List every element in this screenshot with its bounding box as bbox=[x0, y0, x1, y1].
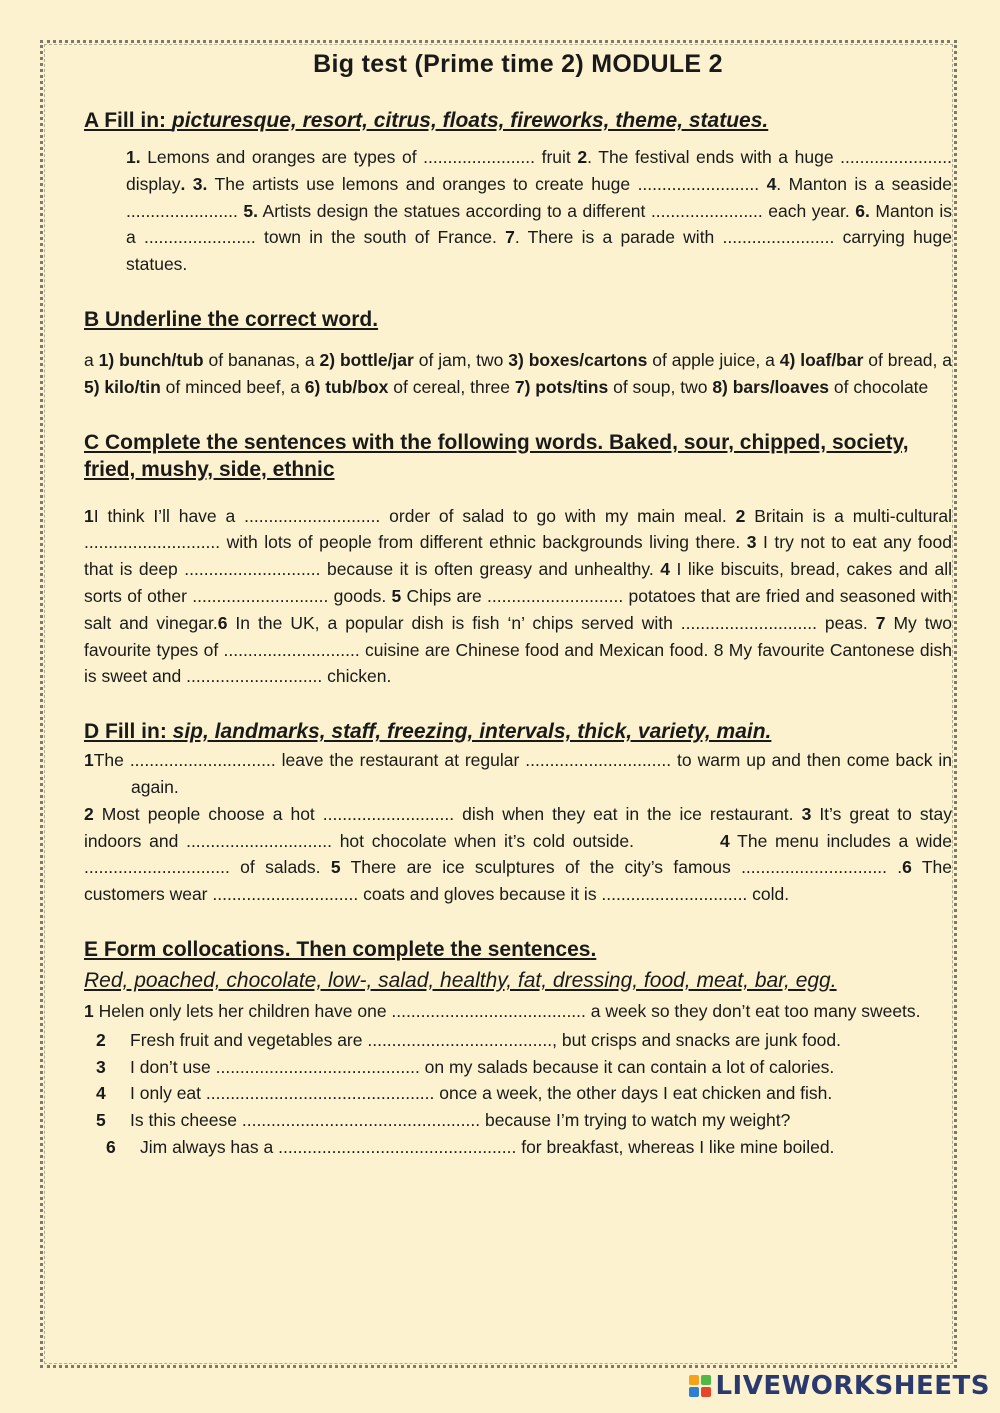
sentence: of cereal, three bbox=[388, 376, 515, 397]
sentence: Helen only lets her children have one ........................................ a week so they don’t eat too many sweets. bbox=[93, 1000, 921, 1021]
section-b bbox=[84, 306, 952, 401]
item-number: 2 bbox=[577, 147, 588, 167]
sentence: I like biscuits, bread, cakes and all sorts of other ............................ goods. bbox=[84, 559, 952, 606]
section-e-word-list bbox=[84, 967, 952, 994]
sentence: Fresh fruit and vegetables are ......................................, but crisps and snacks are junk food. bbox=[130, 1029, 842, 1050]
item-number: 7 bbox=[875, 612, 886, 633]
item-number: 2 bbox=[96, 1029, 106, 1050]
item-number: 3 bbox=[96, 1056, 106, 1077]
section-a-heading bbox=[84, 107, 952, 134]
item-number: 4 bbox=[766, 173, 777, 194]
sentence: The customers wear .............................. coats and gloves because it is .............................. cold. bbox=[84, 857, 952, 905]
sentence: of jam, two bbox=[413, 349, 509, 370]
section-b-text bbox=[84, 347, 952, 401]
list-item bbox=[84, 1107, 952, 1134]
item-number: 7 bbox=[505, 227, 515, 248]
section-e-list bbox=[84, 1027, 952, 1161]
sentence: of chocolate bbox=[829, 376, 929, 397]
sentence: Artists design the statues according to a different ....................... each year. bbox=[257, 200, 856, 221]
item-number: 4 bbox=[660, 559, 670, 580]
section-c bbox=[84, 429, 952, 691]
sentence: a bbox=[84, 349, 99, 370]
word-choice[interactable]: 7) pots/tins bbox=[514, 376, 609, 397]
sentence: of soup, two bbox=[608, 376, 713, 397]
item-number: 2 bbox=[735, 505, 746, 526]
worksheet bbox=[84, 50, 952, 1189]
sentence: of bread, a bbox=[863, 349, 953, 370]
item-number: 5. bbox=[243, 200, 258, 221]
sentence: Jim always has a ................................................. for breakfast, whereas I like mine boiled. bbox=[140, 1136, 835, 1157]
sentence: Manton is a ....................... town in the south of France. bbox=[126, 200, 952, 248]
item-1 bbox=[84, 747, 952, 801]
logo-text: LIVEWORKSHEETS bbox=[715, 1371, 990, 1401]
sentence: The .............................. leave the restaurant at regular .............................. to warm up and then come back in again. bbox=[93, 750, 952, 797]
item-number: 1 bbox=[84, 1000, 94, 1021]
section-d-heading bbox=[84, 718, 952, 745]
section-e-title: E Form collocations. Then complete the sentences bbox=[84, 937, 591, 961]
list-item bbox=[84, 1027, 952, 1054]
sentence: Is this cheese ................................................. because I’m trying to watch my weight? bbox=[130, 1110, 791, 1131]
list-item bbox=[84, 1054, 952, 1081]
logo-icon bbox=[689, 1375, 711, 1397]
item-number: 1. bbox=[126, 147, 141, 167]
section-e bbox=[84, 936, 952, 1161]
item-number: 1 bbox=[84, 505, 94, 526]
section-e-title-dot: . bbox=[590, 937, 597, 961]
sentence: Chips are ............................ potatoes that are fried and seasoned with salt and vinegar. bbox=[84, 585, 952, 633]
sentence: of apple juice, a bbox=[647, 349, 780, 370]
word-choice[interactable]: 5) kilo/tin bbox=[84, 376, 161, 397]
sentence: Lemons and oranges are types of ....................... fruit bbox=[147, 147, 578, 167]
sentence: The artists use lemons and oranges to create huge ......................... bbox=[207, 173, 767, 194]
item-number: 6 bbox=[902, 857, 912, 878]
section-a-heading-prefix: A Fill in: bbox=[84, 109, 172, 132]
section-e-words: Red, poached, chocolate, low-, salad, healthy, fat, dressing, food, meat, bar, egg. bbox=[84, 968, 837, 992]
item-number: 5 bbox=[96, 1110, 106, 1131]
section-b-heading: B Underline the correct word. bbox=[84, 307, 379, 331]
sentence: The menu includes a wide .............................. of salads. bbox=[84, 830, 952, 878]
sentence: of minced beef, a bbox=[160, 376, 305, 397]
word-choice[interactable]: 1) bunch/tub bbox=[98, 349, 204, 370]
word-choice[interactable]: 2) bottle/jar bbox=[319, 349, 414, 370]
sentence: I try not to eat any food that is deep ............................ because it is often greasy and unhealthy. bbox=[84, 532, 952, 580]
word-choice[interactable]: 3) boxes/cartons bbox=[508, 349, 648, 370]
item-number: 6 bbox=[217, 612, 228, 633]
page-title: Big test (Prime time 2) MODULE 2 bbox=[313, 50, 723, 78]
item-number: 4 bbox=[719, 830, 730, 851]
section-d-heading-prefix: D Fill in: bbox=[84, 720, 173, 744]
item-number: 3 bbox=[746, 532, 757, 553]
item-number: 3 bbox=[801, 803, 812, 824]
item-number: 4 bbox=[96, 1083, 106, 1104]
sentence: Britain is a multi-cultural ............................ with lots of people from different ethnic backgrounds living there. bbox=[84, 505, 952, 553]
sentence: In the UK, a popular dish is fish ‘n’ chips served with ............................ peas. bbox=[227, 612, 876, 633]
section-a-text bbox=[84, 144, 952, 278]
section-d-text bbox=[84, 747, 952, 908]
sentence: There are ice sculptures of the city’s famous .............................. . bbox=[340, 857, 903, 878]
liveworksheets-logo bbox=[689, 1371, 990, 1401]
section-a bbox=[84, 107, 952, 278]
section-c-text bbox=[84, 503, 952, 691]
section-d bbox=[84, 718, 952, 908]
sentence: of bananas, a bbox=[203, 349, 320, 370]
section-a-word-list: picturesque, resort, citrus, floats, fireworks, theme, statues. bbox=[171, 109, 769, 132]
item-number: 1 bbox=[84, 750, 94, 771]
sentence: It’s great to stay indoors and .............................. hot chocolate when it’s cold outside. bbox=[84, 803, 952, 851]
list-item bbox=[84, 1134, 952, 1161]
sentence: . Manton is a seaside ....................... bbox=[126, 173, 952, 221]
word-choice[interactable]: 6) tub/box bbox=[304, 376, 389, 397]
word-choice[interactable]: 8) bars/loaves bbox=[712, 376, 830, 397]
sentence: I think I’ll have a ............................ order of salad to go with my main meal. bbox=[93, 505, 736, 526]
sentence: My two favourite types of ............................ cuisine are Chinese food and Mexican food. 8 My favourite Cantonese dish is sweet and ............................ chicken. bbox=[84, 612, 952, 687]
item-number: 6 bbox=[106, 1136, 116, 1157]
word-choice[interactable]: 4) loaf/bar bbox=[779, 349, 864, 370]
section-d-word-list: sip, landmarks, staff, freezing, intervals, thick, variety, main. bbox=[172, 720, 772, 744]
item-number: 6. bbox=[855, 200, 870, 221]
sentence: . There is a parade with ....................... carrying huge statues. bbox=[126, 227, 953, 275]
section-e-item-1 bbox=[84, 998, 952, 1025]
item-number: 2 bbox=[84, 803, 94, 824]
sentence: I only eat ............................................... once a week, the other days I eat chicken and fish. bbox=[130, 1083, 833, 1104]
sentence: I don’t use .......................................... on my salads because it can contain a lot of calories. bbox=[130, 1056, 835, 1077]
item-number: 5 bbox=[330, 857, 341, 878]
item-number: . 3. bbox=[180, 173, 208, 194]
list-item bbox=[84, 1080, 952, 1107]
sentence: . The festival ends with a huge ....................... display bbox=[126, 147, 952, 194]
section-c-heading: C Complete the sentences with the following words. Baked, sour, chipped, society, fried, mushy, side, ethnic bbox=[84, 430, 909, 481]
section-e-heading bbox=[84, 936, 952, 963]
sentence: Most people choose a hot ........................... dish when they eat in the ice restaurant. bbox=[93, 803, 802, 824]
item-number: 5 bbox=[391, 585, 402, 606]
